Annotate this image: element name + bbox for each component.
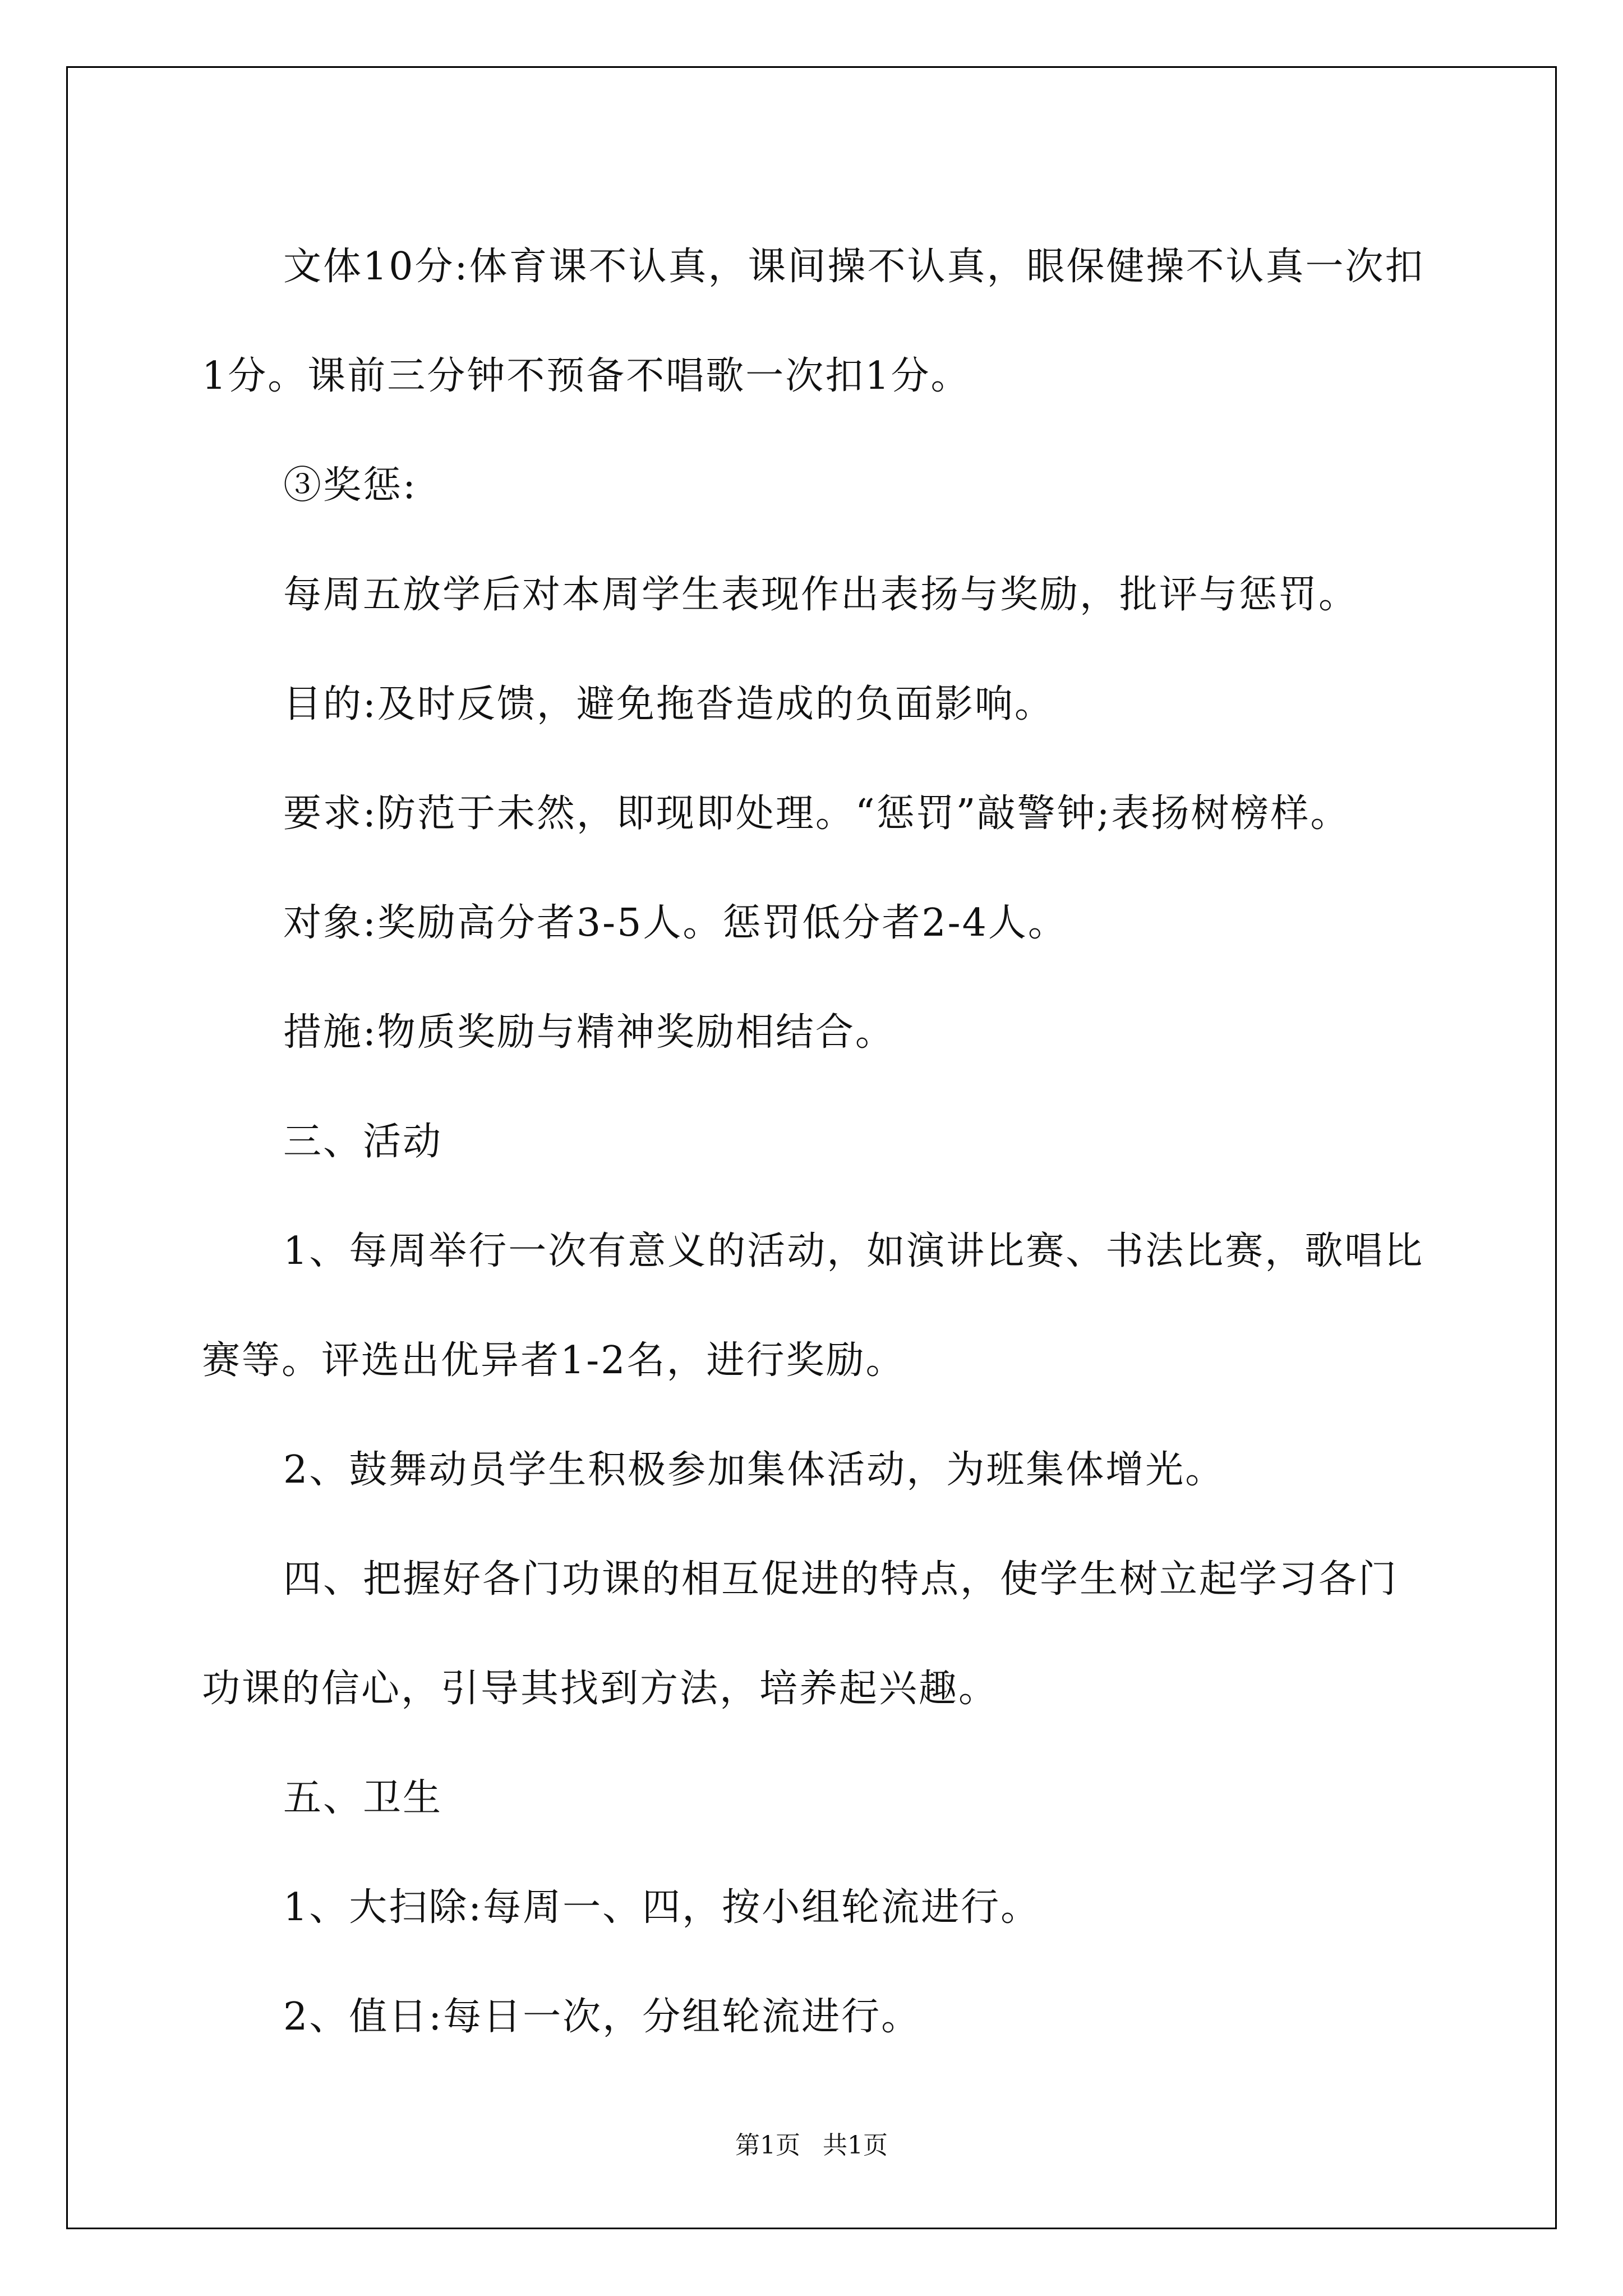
paragraph-hygiene-1: 1、大扫除:每周一、四，按小组轮流进行。 — [283, 1885, 1041, 1930]
page-total: 共1页 — [823, 2131, 888, 2160]
document-body — [202, 212, 1436, 2072]
page-footer — [0, 2125, 1623, 2161]
paragraph-purpose: 目的:及时反馈，避免拖沓造成的负面影响。 — [283, 682, 1054, 726]
section-heading-activities: 三、活动 — [283, 1120, 443, 1164]
paragraph-requirements: 要求:防范于未然，即现即处理。“惩罚”敲警钟;表扬树榜样。 — [283, 792, 1350, 836]
paragraph-measures: 措施:物质奖励与精神奖励相结合。 — [283, 1010, 895, 1055]
paragraph-rewards-heading: ③奖惩: — [283, 463, 417, 508]
section-heading-subjects: 四、把握好各门功课的相互促进的特点，使学生树立起学习各门功课的信心，引导其找到方法，培养起兴趣。 — [202, 1557, 1399, 1711]
page-number: 第1页 — [735, 2131, 800, 2160]
paragraph-sports-score: 文体10分:体育课不认真，课间操不认真，眼保健操不认真一次扣1分。课前三分钟不预备不唱歌一次扣1分。 — [202, 245, 1425, 398]
paragraph-targets: 对象:奖励高分者3-5人。惩罚低分者2-4人。 — [283, 901, 1068, 945]
paragraph-weekly-review: 每周五放学后对本周学生表现作出表扬与奖励，批评与惩罚。 — [283, 573, 1359, 617]
paragraph-activity-2: 2、鼓舞动员学生积极参加集体活动，为班集体增光。 — [283, 1448, 1225, 1492]
paragraph-activity-1: 1、每周举行一次有意义的活动，如演讲比赛、书法比赛，歌唱比赛等。评选出优异者1-2名，进行奖励。 — [202, 1229, 1424, 1383]
section-heading-hygiene: 五、卫生 — [283, 1776, 443, 1820]
paragraph-hygiene-2: 2、值日:每日一次，分组轮流进行。 — [283, 1995, 921, 2039]
